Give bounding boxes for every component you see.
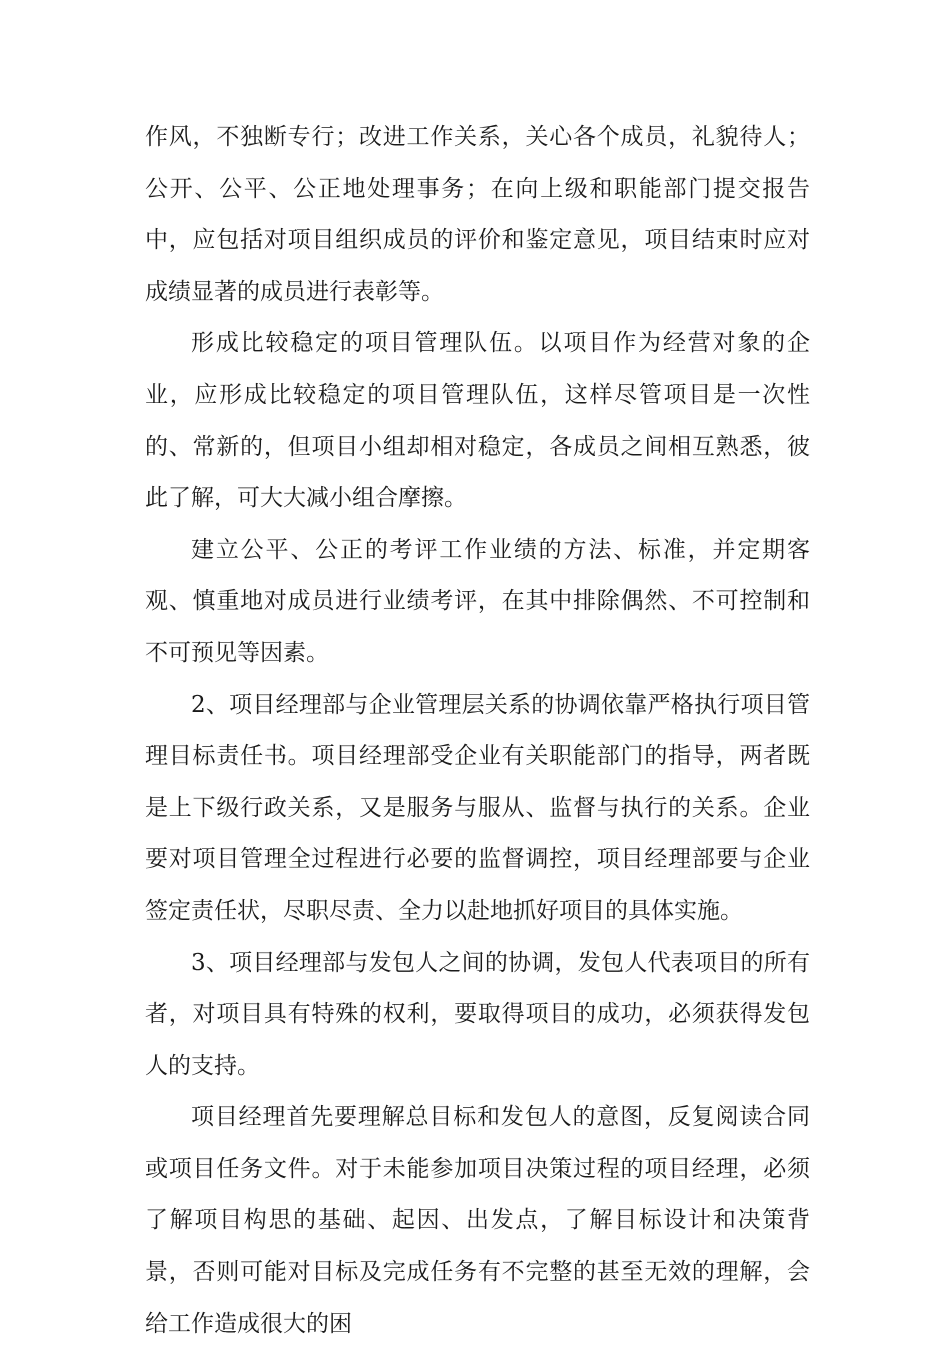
paragraph-4: 2、项目经理部与企业管理层关系的协调依靠严格执行项目管理目标责任书。项目经理部受企业有关职能部门的指导，两者既是上下级行政关系，又是服务与服从、监督与执行的关系。企业要对项目管理全过程进行必要的监督调控，项目经理部要与企业签定责任状，尽职尽责、全力以赴地抓好项目的具体实施。 [145,691,810,924]
document-body [145,112,810,1350]
paragraph-5: 3、项目经理部与发包人之间的协调，发包人代表项目的所有者，对项目具有特殊的权利，要取得项目的成功，必须获得发包人的支持。 [145,949,810,1079]
paragraph-2: 形成比较稳定的项目管理队伍。以项目作为经营对象的企业，应形成比较稳定的项目管理队伍，这样尽管项目是一次性的、常新的，但项目小组却相对稳定，各成员之间相互熟悉，彼此了解，可大大减小组合摩擦。 [145,330,810,512]
paragraph-3: 建立公平、公正的考评工作业绩的方法、标准，并定期客观、慎重地对成员进行业绩考评，在其中排除偶然、不可控制和不可预见等因素。 [145,536,810,666]
paragraph-1: 作风，不独断专行；改进工作关系，关心各个成员，礼貌待人；公开、公平、公正地处理事务；在向上级和职能部门提交报告中，应包括对项目组织成员的评价和鉴定意见，项目结束时应对成绩显著的成员进行表彰等。 [145,124,810,305]
paragraph-6: 项目经理首先要理解总目标和发包人的意图，反复阅读合同或项目任务文件。对于未能参加项目决策过程的项目经理，必须了解项目构思的基础、起因、出发点，了解目标设计和决策背景，否则可能对目标及完成任务有不完整的甚至无效的理解，会给工作造成很大的困 [145,1104,810,1337]
